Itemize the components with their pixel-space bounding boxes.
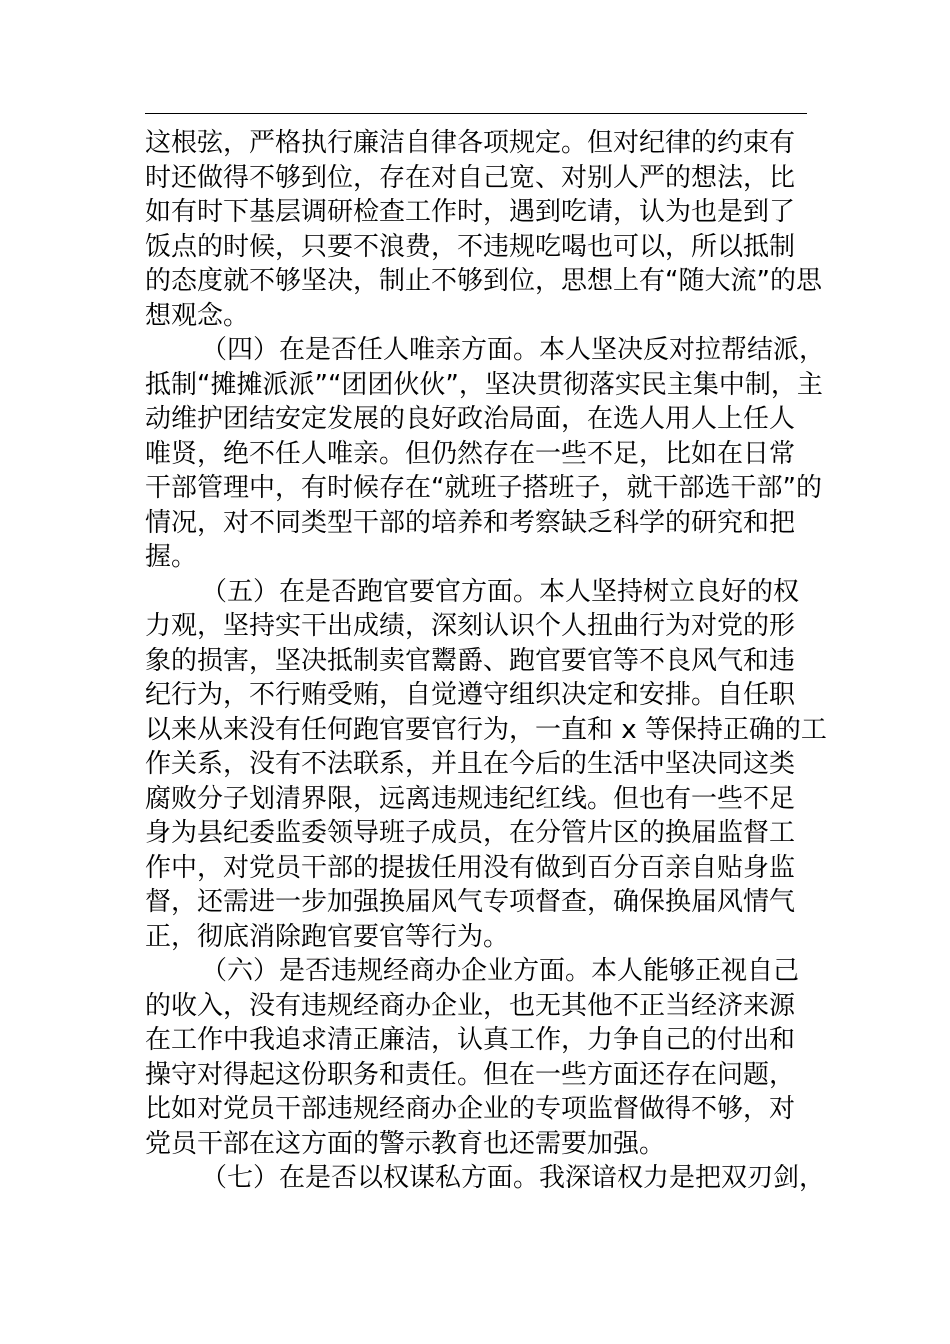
document-body	[145, 126, 827, 1196]
text-line: 时还做得不够到位，存在对自己宽、对别人严的想法，比	[145, 162, 796, 193]
text-line: 握。	[145, 542, 198, 572]
text-line: 作中，对党员干部的提拔任用没有做到百分百亲自贴身监	[145, 852, 796, 883]
text-line: 如有时下基层调研检查工作时，遇到吃请，认为也是到了	[145, 197, 796, 227]
text-line: 的态度就不够坚决，制止不够到位，思想上有“随大流”的思	[145, 266, 822, 296]
text-line: 象的损害，坚决抵制卖官鬻爵、跑官要官等不良风气和违	[145, 645, 796, 676]
text-line: 这根弦，严格执行廉洁自律各项规定。但对纪律的约束有	[145, 128, 796, 158]
section-heading-line: （五）在是否跑官要官方面。本人坚持树立良好的权	[201, 576, 800, 607]
header-rule	[145, 113, 807, 114]
section-heading-line: （六）是否违规经商办企业方面。本人能够正视自己	[201, 956, 800, 986]
text-line: 情况，对不同类型干部的培养和考察缺乏科学的研究和把	[145, 507, 796, 538]
text-line: 腐败分子划清界限，远离违规违纪红线。但也有一些不足	[145, 783, 796, 814]
text-line: 纪行为，不行贿受贿，自觉遵守组织决定和安排。自任职	[145, 680, 796, 710]
text-line: 想观念。	[145, 300, 250, 331]
text-line: 操守对得起这份职务和责任。但在一些方面还存在问题，	[145, 1059, 796, 1090]
text-line: 督，还需进一步加强换届风气专项督查，确保换届风情气	[145, 887, 796, 917]
text-line: 抵制“摊摊派派”“团团伙伙”，坚决贯彻落实民主集中制，主	[145, 369, 823, 400]
text-line: 比如对党员干部违规经商办企业的专项监督做得不够，对	[145, 1094, 796, 1124]
text-line: 力观，坚持实干出成绩，深刻认识个人扭曲行为对党的形	[145, 611, 796, 641]
text-line: 作关系，没有不法联系，并且在今后的生活中坚决同这类	[145, 749, 796, 779]
section-heading-line: （七）在是否以权谋私方面。我深谙权力是把双刃剑，	[201, 1163, 826, 1193]
text-line: 正，彻底消除跑官要官等行为。	[145, 921, 510, 952]
section-heading-line: （四）在是否任人唯亲方面。本人坚决反对拉帮结派，	[201, 335, 826, 365]
text-line: 身为县纪委监委领导班子成员，在分管片区的换届监督工	[145, 818, 796, 848]
text-line: 干部管理中，有时候存在“就班子搭班子，就干部选干部”的	[145, 473, 822, 503]
text-line: 饭点的时候，只要不浪费，不违规吃喝也可以，所以抵制	[145, 231, 796, 262]
text-line: 以来从来没有任何跑官要官行为，一直和 x 等保持正确的工	[145, 714, 827, 745]
text-line: 动维护团结安定发展的良好政治局面，在选人用人上任人	[145, 404, 796, 434]
text-line: 党员干部在这方面的警示教育也还需要加强。	[145, 1128, 666, 1159]
text-line: 在工作中我追求清正廉洁，认真工作，力争自己的付出和	[145, 1025, 796, 1055]
text-line: 唯贤，绝不任人唯亲。但仍然存在一些不足，比如在日常	[145, 438, 796, 469]
text-line: 的收入，没有违规经商办企业，也无其他不正当经济来源	[145, 990, 796, 1021]
